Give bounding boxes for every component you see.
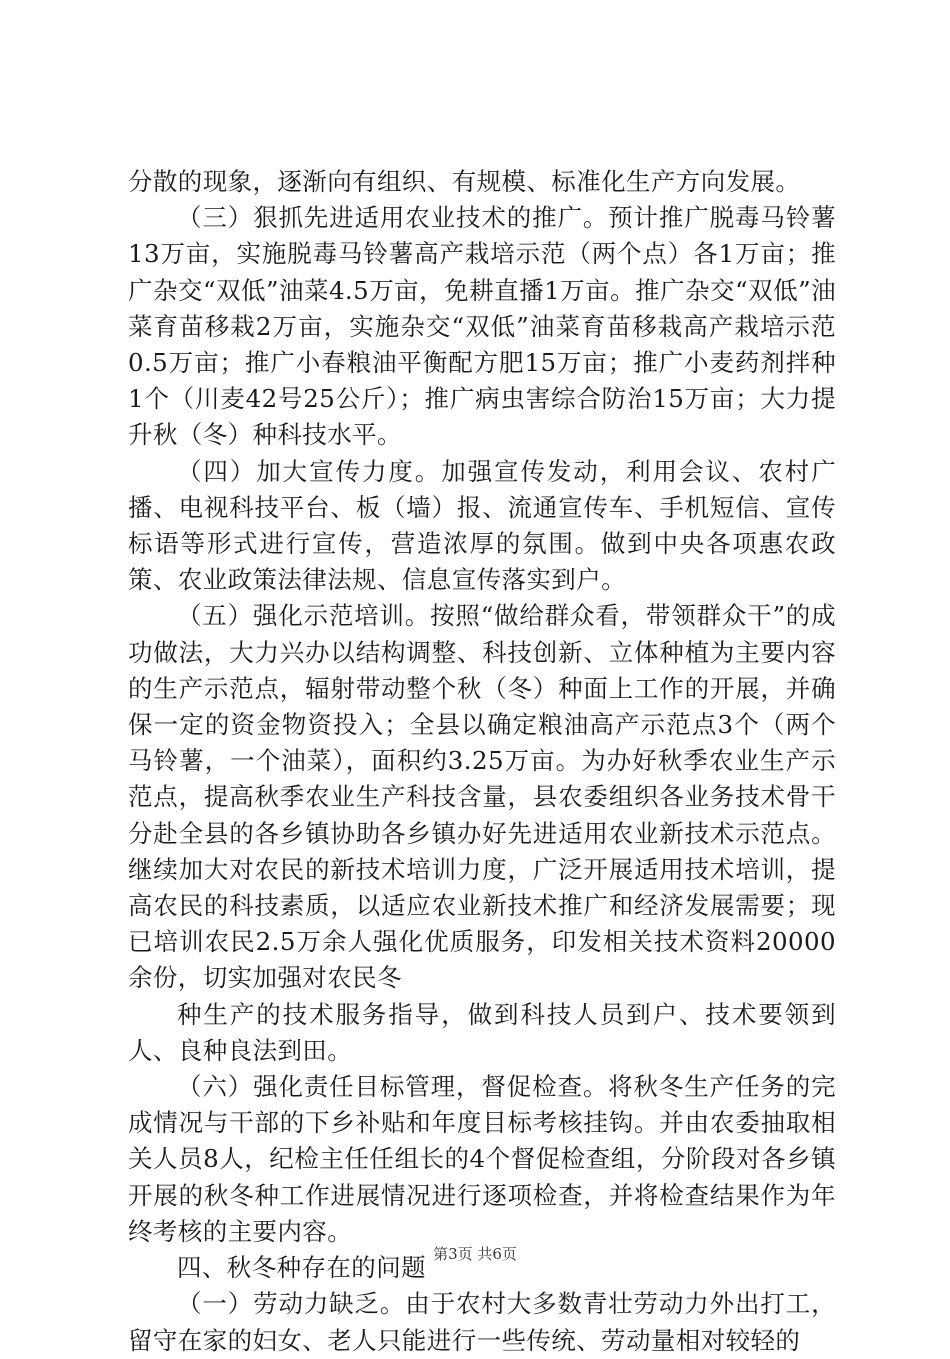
paragraph-labor-shortage: （一）劳动力缺乏。由于农村大多数青壮劳动力外出打工，留守在家的妇女、老人只能进行一些传统、劳动量相对较轻的 bbox=[128, 1289, 836, 1355]
paragraph-responsibility-management: （六）强化责任目标管理，督促检查。将秋冬生产任务的完成情况与干部的下乡补贴和年度目标考核挂钩。并由农委抽取相关人员8人，纪检主任任组长的4个督促检查组，分阶段对各乡镇开展的秋冬种工作进展情况进行逐项检查，并将检查结果作为年终考核的主要内容。 bbox=[128, 1072, 836, 1246]
section-heading-problems: 四、秋冬种存在的问题 bbox=[177, 1253, 426, 1283]
page-number: 第3页 共6页 bbox=[433, 1245, 517, 1263]
paragraph-publicity: （四）加大宣传力度。加强宣传发动，利用会议、农村广播、电视科技平台、板（墙）报、流通宣传车、手机短信、宣传标语等形式进行宣传，营造浓厚的氛围。做到中央各项惠农政策、农业政策法律法规、信息宣传落实到户。 bbox=[128, 456, 836, 595]
paragraph-technical-service: 种生产的技术服务指导，做到科技人员到户、技术要领到人、良种良法到田。 bbox=[128, 999, 836, 1065]
paragraph-technology-promotion: （三）狠抓先进适用农业技术的推广。预计推广脱毒马铃薯13万亩，实施脱毒马铃薯高产栽培示范（两个点）各1万亩；推广杂交“双低”油菜4.5万亩，免耕直播1万亩。推广杂交“双低”油菜育苗移栽2万亩，实施杂交“双低”油菜育苗移栽高产栽培示范0.5万亩；推广小春粮油平衡配方肥15万亩；推广小麦药剂拌种1个（川麦42号25公斤）；推广病虫害综合防治15万亩；大力提升秋（冬）种科技水平。 bbox=[128, 203, 836, 450]
document-body bbox=[128, 164, 836, 1359]
paragraph-demonstration-training: （五）强化示范培训。按照“做给群众看，带领群众干”的成功做法，大力兴办以结构调整、科技创新、立体种植为主要内容的生产示范点，辐射带动整个秋（冬）种面上工作的开展，并确保一定的资金物资投入；全县以确定粮油高产示范点3个（两个马铃薯，一个油菜），面积约3.25万亩。为办好秋季农业生产示范点，提高秋季农业生产科技含量，县农委组织各业务技术骨干分赴全县的各乡镇协助各乡镇办好先进适用农业新技术示范点。继续加大对农民的新技术培训力度，广泛开展适用技术培训，提高农民的科技素质，以适应农业新技术推广和经济发展需要；现已培训农民2.5万余人强化优质服务，印发相关技术资料20000余份，切实加强对农民冬 bbox=[128, 601, 836, 993]
paragraph-continuation: 分散的现象，逐渐向有组织、有规模、标准化生产方向发展。 bbox=[128, 167, 801, 196]
